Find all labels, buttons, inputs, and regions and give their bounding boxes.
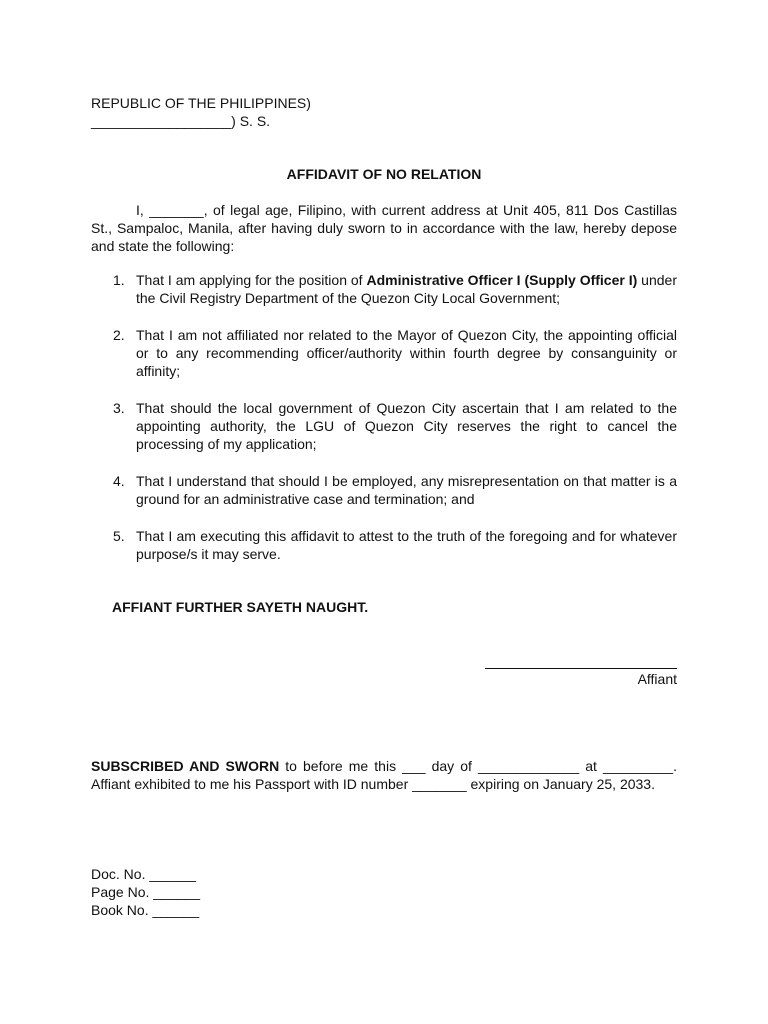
item-number: 5. <box>113 528 125 544</box>
affiant-label: Affiant <box>637 671 677 687</box>
doc-number: Doc. No. ______ <box>91 866 197 882</box>
item-text: That I am not affiliated nor related to the Mayor of Quezon City, the appointing official or to any recommending officer/authority within fourth degree by consanguinity or affinity; <box>136 327 677 379</box>
closing-statement: AFFIANT FURTHER SAYETH NAUGHT. <box>112 599 369 615</box>
statement-item-5 <box>91 527 677 563</box>
jurat-text: to before me this ___ day of _____________ at _________. Affiant exhibited to me his Passport with ID number _______ expiring on January 25, 2033. <box>91 758 677 792</box>
statement-list <box>91 271 677 582</box>
item-number: 1. <box>113 272 125 288</box>
signature-line <box>485 668 677 669</box>
jurat-heading: SUBSCRIBED AND SWORN <box>91 758 280 774</box>
signature-block <box>485 668 677 688</box>
notary-register <box>91 865 391 919</box>
item-number: 4. <box>113 473 125 489</box>
intro-paragraph: I, _______, of legal age, Filipino, with current address at Unit 405, 811 Dos Castillas St., Sampaloc, Manila, after having duly sworn to in accordance with the law, hereby depose and state the following: <box>91 202 677 254</box>
document-title: AFFIDAVIT OF NO RELATION <box>286 166 482 182</box>
book-number: Book No. ______ <box>91 902 200 918</box>
statement-item-1 <box>91 271 677 307</box>
item-text: That I understand that should I be employed, any misrepresentation on that matter is a ground for an administrative case and termination; and <box>136 473 677 507</box>
position-title: Administrative Officer I (Supply Officer I) <box>366 272 638 288</box>
statement-item-4 <box>91 472 677 508</box>
item-text-pre: That I am applying for the position of <box>136 272 367 288</box>
item-number: 2. <box>113 327 125 343</box>
venue-header <box>91 94 491 130</box>
statement-item-3 <box>91 399 677 453</box>
item-text: That should the local government of Quezon City ascertain that I am related to the appointing authority, the LGU of Quezon City reserves the right to cancel the processing of my application; <box>136 400 677 452</box>
statement-item-2 <box>91 326 677 380</box>
city-ss-line: __________________) S. S. <box>91 113 271 129</box>
item-text-post: under the Civil Registry Department of the Quezon City Local Government; <box>136 272 677 306</box>
jurat-paragraph <box>91 757 677 793</box>
republic-line: REPUBLIC OF THE PHILIPPINES) <box>91 95 311 111</box>
item-number: 3. <box>113 400 125 416</box>
item-text: That I am executing this affidavit to attest to the truth of the foregoing and for whatever purpose/s it may serve. <box>136 528 677 562</box>
page-number: Page No. ______ <box>91 884 200 900</box>
